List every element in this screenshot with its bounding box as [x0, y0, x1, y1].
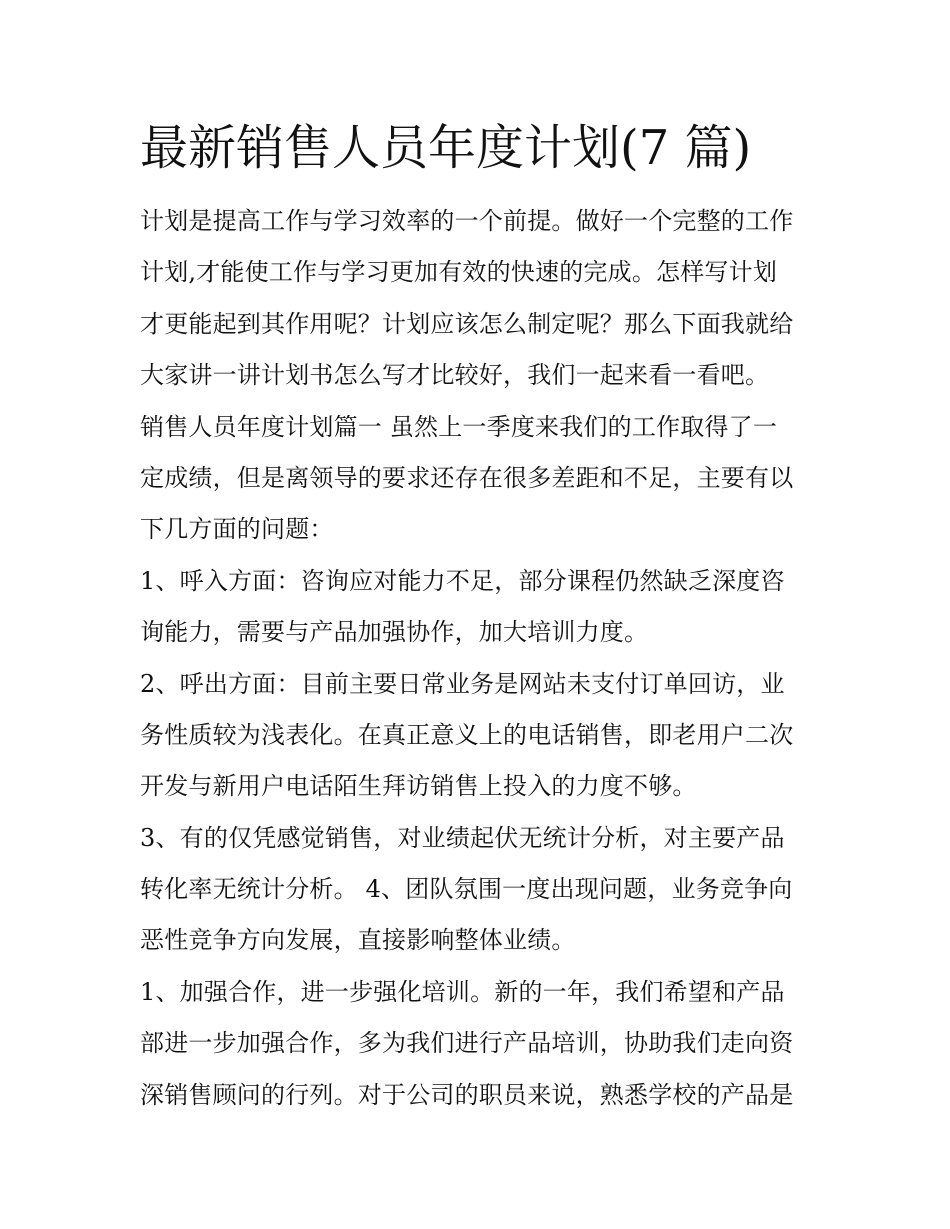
- text-line-2: 计划,才能使工作与学习更加有效的快速的完成。怎样写计划: [140, 258, 778, 287]
- text-line-3: 才更能起到其作用呢？计划应该怎么制定呢？那么下面我就给: [140, 309, 794, 338]
- text-line-17: 部进一步加强合作，多为我们进行产品培训，协助我们走向资: [140, 1029, 794, 1058]
- document-title: 最新销售人员年度计划(7 篇): [140, 120, 752, 176]
- text-line-12: 开发与新用户电话陌生拜访销售上投入的力度不够。: [140, 772, 697, 801]
- document-body: [140, 196, 820, 1121]
- text-line-14: 转化率无统计分析。 4、团队氛围一度出现问题，业务竞争向: [140, 875, 793, 904]
- text-line-9: 询能力，需要与产品加强协作，加大培训力度。: [140, 618, 649, 647]
- text-line-6: 定成绩，但是离领导的要求还存在很多差距和不足，主要有以: [140, 463, 794, 492]
- text-line-16: 1、加强合作，进一步强化培训。新的一年，我们希望和产品: [140, 977, 785, 1006]
- text-line-10: 2、呼出方面：目前主要日常业务是网站未支付订单回访，业: [140, 669, 785, 698]
- text-line-15: 恶性竞争方向发展，直接影响整体业绩。: [140, 926, 576, 955]
- text-line-1: 计划是提高工作与学习效率的一个前提。做好一个完整的工作: [140, 207, 794, 235]
- text-line-5: 销售人员年度计划篇一 虽然上一季度来我们的工作取得了一: [140, 412, 778, 441]
- text-line-4: 大家讲一讲计划书怎么写才比较好，我们一起来看一看吧。: [140, 361, 770, 390]
- text-line-13: 3、有的仅凭感觉销售，对业绩起伏无统计分析，对主要产品: [140, 823, 785, 852]
- text-line-7: 下几方面的问题：: [140, 515, 334, 544]
- text-line-18: 深销售顾问的行列。对于公司的职员来说，熟悉学校的产品是: [140, 1080, 794, 1109]
- text-line-11: 务性质较为浅表化。在真正意义上的电话销售，即老用户二次: [140, 720, 794, 749]
- text-line-8: 1、呼入方面：咨询应对能力不足，部分课程仍然缺乏深度咨: [140, 566, 785, 595]
